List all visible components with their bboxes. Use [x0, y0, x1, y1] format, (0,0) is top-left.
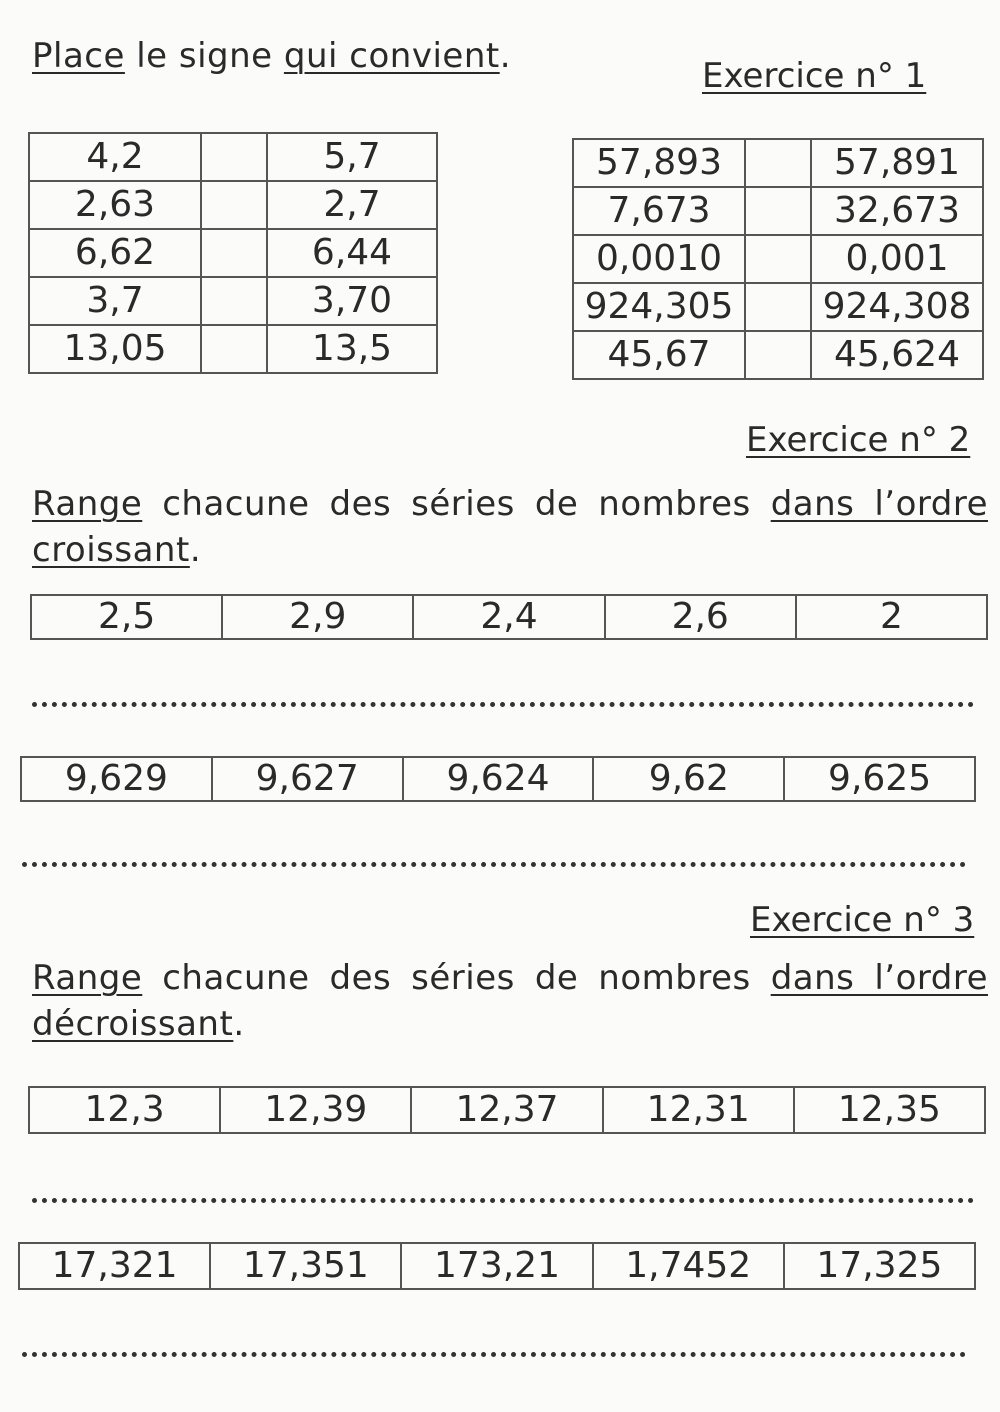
sign-answer-cell[interactable] — [745, 139, 811, 187]
instruction-period: . — [233, 1004, 245, 1044]
answer-dotted-line[interactable] — [22, 862, 966, 867]
number-cell: 5,7 — [267, 133, 437, 181]
number-cell: 57,893 — [573, 139, 745, 187]
sign-answer-cell[interactable] — [745, 283, 811, 331]
number-cell: 2,63 — [29, 181, 201, 229]
number-cell: 6,62 — [29, 229, 201, 277]
number-cell: 2,6 — [604, 596, 795, 638]
number-cell: 2,4 — [412, 596, 603, 638]
instruction-period: . — [499, 36, 512, 76]
number-cell: 2 — [795, 596, 986, 638]
number-cell: 9,62 — [592, 758, 783, 800]
number-cell: 12,35 — [793, 1088, 984, 1132]
instruction-word-decroissant: décroissant — [32, 1004, 234, 1044]
instruction-word-qui-convient: qui convient — [283, 36, 500, 76]
exercise1-instruction — [32, 36, 511, 76]
exercise2-series1 — [30, 594, 988, 640]
table-row — [573, 187, 983, 235]
exercise1-right-table — [572, 138, 984, 380]
number-cell: 12,3 — [84, 1089, 165, 1130]
exercise3-title: Exercice n° 3 — [750, 900, 975, 940]
instruction-text: chacune des séries de nombres — [142, 958, 771, 998]
instruction-word-range: Range — [32, 484, 143, 524]
exercise2-instruction-line2 — [32, 530, 201, 570]
exercise3-series2 — [18, 1242, 976, 1290]
number-cell: 6,44 — [267, 229, 437, 277]
number-cell: 17,321 — [51, 1245, 178, 1286]
answer-dotted-line[interactable] — [22, 1352, 966, 1357]
instruction-word-range: Range — [32, 958, 143, 998]
instruction-text: chacune des séries de nombres — [142, 484, 771, 524]
number-cell: 17,351 — [209, 1244, 400, 1288]
number-cell: 32,673 — [811, 187, 983, 235]
number-cell: 0,0010 — [573, 235, 745, 283]
exercise3-instruction-line2 — [32, 1004, 245, 1044]
exercise2-instruction-line1 — [32, 484, 988, 524]
table-row — [29, 133, 437, 181]
instruction-word-croissant: croissant — [32, 530, 190, 570]
table-row — [573, 139, 983, 187]
number-cell: 12,39 — [219, 1088, 410, 1132]
number-cell: 12,31 — [602, 1088, 793, 1132]
table-row — [573, 235, 983, 283]
number-cell: 1,7452 — [592, 1244, 783, 1288]
number-cell: 3,70 — [267, 277, 437, 325]
sign-answer-cell[interactable] — [201, 277, 267, 325]
exercise1-title: Exercice n° 1 — [702, 56, 927, 96]
exercise3-series1 — [28, 1086, 986, 1134]
number-cell: 924,308 — [811, 283, 983, 331]
number-cell: 173,21 — [400, 1244, 591, 1288]
instruction-word-place: Place — [32, 36, 125, 76]
number-cell: 12,37 — [410, 1088, 601, 1132]
instruction-word-dans-ordre: dans l’ordre — [770, 958, 989, 998]
exercise3-instruction-line1 — [32, 958, 988, 998]
exercise2-title: Exercice n° 2 — [746, 420, 971, 460]
number-cell: 45,67 — [573, 331, 745, 379]
exercise2-series2 — [20, 756, 976, 802]
answer-dotted-line[interactable] — [32, 702, 974, 707]
number-cell: 45,624 — [811, 331, 983, 379]
instruction-word-dans-ordre: dans l’ordre — [770, 484, 989, 524]
number-cell: 2,7 — [267, 181, 437, 229]
number-cell: 9,624 — [402, 758, 593, 800]
sign-answer-cell[interactable] — [201, 181, 267, 229]
number-cell: 9,629 — [64, 758, 168, 799]
number-cell: 7,673 — [573, 187, 745, 235]
table-row — [573, 331, 983, 379]
number-cell: 13,05 — [29, 325, 201, 373]
table-row — [29, 277, 437, 325]
table-row — [29, 229, 437, 277]
instruction-period: . — [189, 530, 202, 570]
answer-dotted-line[interactable] — [32, 1198, 974, 1203]
table-row — [29, 325, 437, 373]
number-cell: 2,5 — [97, 596, 156, 637]
number-cell: 924,305 — [573, 283, 745, 331]
sign-answer-cell[interactable] — [745, 187, 811, 235]
sign-answer-cell[interactable] — [745, 331, 811, 379]
number-cell: 57,891 — [811, 139, 983, 187]
instruction-text: le signe — [124, 36, 284, 76]
number-cell: 3,7 — [29, 277, 201, 325]
table-row — [29, 181, 437, 229]
table-row — [573, 283, 983, 331]
number-cell: 2,9 — [221, 596, 412, 638]
number-cell: 9,625 — [783, 758, 974, 800]
sign-answer-cell[interactable] — [745, 235, 811, 283]
sign-answer-cell[interactable] — [201, 325, 267, 373]
number-cell: 4,2 — [29, 133, 201, 181]
number-cell: 13,5 — [267, 325, 437, 373]
sign-answer-cell[interactable] — [201, 229, 267, 277]
number-cell: 0,001 — [811, 235, 983, 283]
number-cell: 9,627 — [211, 758, 402, 800]
sign-answer-cell[interactable] — [201, 133, 267, 181]
number-cell: 17,325 — [783, 1244, 974, 1288]
exercise1-left-table — [28, 132, 438, 374]
